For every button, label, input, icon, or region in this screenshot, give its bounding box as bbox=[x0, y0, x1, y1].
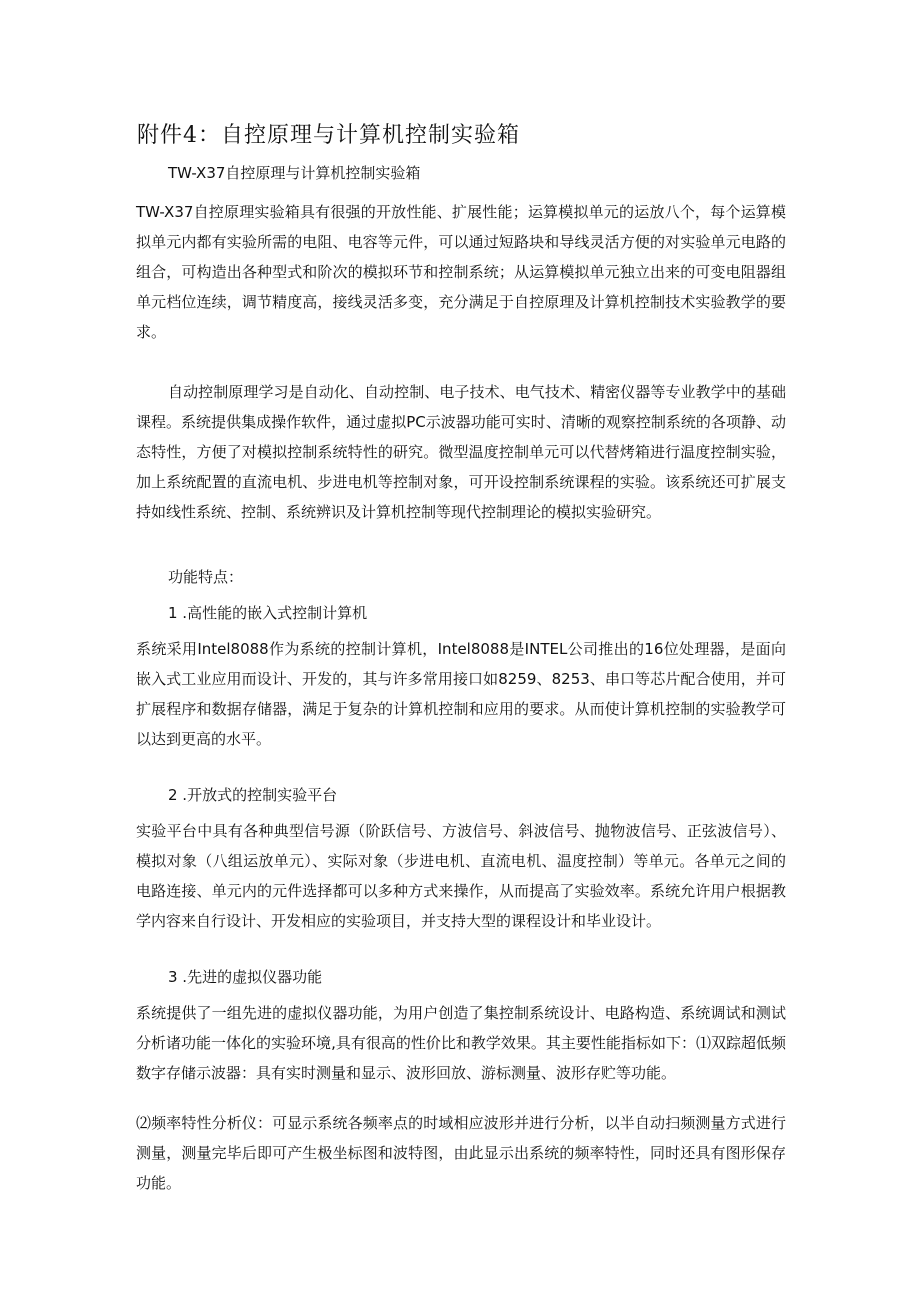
document-subtitle: TW-X37自控原理与计算机控制实验箱 bbox=[168, 164, 421, 182]
paragraph-overview: TW-X37自控原理实验箱具有很强的开放性能、扩展性能；运算模拟单元的运放八个，每个运算模拟单元内都有实验所需的电阻、电容等元件，可以通过短路块和导线灵活方便的对实验单元电路的组合，可构造出各种型式和阶次的模拟环节和控制系统；从运算模拟单元独立出来的可变电阻器组单元档位连续，调节精度高，接线灵活多变，充分满足于自控原理及计算机控制技术实验教学的要求。 bbox=[136, 203, 786, 341]
feature-heading-2: 2 .开放式的控制实验平台 bbox=[168, 786, 338, 804]
paragraph-course-intro: 自动控制原理学习是自动化、自动控制、电子技术、电气技术、精密仪器等专业教学中的基础课程。系统提供集成操作软件，通过虚拟PC示波器功能可实时、清晰的观察控制系统的各项静、动态特性，方便了对模拟控制系统特性的研究。微型温度控制单元可以代替烤箱进行温度控制实验，加上系统配置的直流电机、步进电机等控制对象，可开设控制系统课程的实验。该系统还可扩展支持如线性系统、控制、系统辨识及计算机控制等现代控制理论的模拟实验研究。 bbox=[136, 383, 786, 521]
document-title: 附件4：自控原理与计算机控制实验箱 bbox=[137, 123, 520, 148]
paragraph-feature-1: 系统采用Intel8088作为系统的控制计算机，Intel8088是INTEL公司推出的16位处理器，是面向嵌入式工业应用而设计、开发的，其与许多常用接口如8259、8253、串口等芯片配合使用，并可扩展程序和数据存储器，满足于复杂的计算机控制和应用的要求。从而使计算机控制的实验教学可以达到更高的水平。 bbox=[136, 640, 786, 748]
paragraph-feature-2: 实验平台中具有各种典型信号源（阶跃信号、方波信号、斜波信号、抛物波信号、正弦波信号）、模拟对象（八组运放单元）、实际对象（步进电机、直流电机、温度控制）等单元。各单元之间的电路连接、单元内的元件选择都可以多种方式来操作，从而提高了实验效率。系统允许用户根据教学内容来自行设计、开发相应的实验项目，并支持大型的课程设计和毕业设计。 bbox=[136, 822, 786, 930]
paragraph-frequency-analyzer: ⑵频率特性分析仪：可显示系统各频率点的时域相应波形并进行分析，以半自动扫频测量方式进行测量，测量完毕后即可产生极坐标图和波特图，由此显示出系统的频率特性，同时还具有图形保存功能。 bbox=[136, 1114, 786, 1192]
features-label: 功能特点： bbox=[168, 568, 244, 586]
feature-heading-3: 3 .先进的虚拟仪器功能 bbox=[168, 968, 323, 986]
paragraph-feature-3: 系统提供了一组先进的虚拟仪器功能，为用户创造了集控制系统设计、电路构造、系统调试和测试分析诸功能一体化的实验环境,具有很高的性价比和教学效果。其主要性能指标如下：⑴双踪超低频数字存储示波器：具有实时测量和显示、波形回放、游标测量、波形存贮等功能。 bbox=[136, 1004, 786, 1082]
feature-heading-1: 1 .高性能的嵌入式控制计算机 bbox=[168, 604, 368, 622]
